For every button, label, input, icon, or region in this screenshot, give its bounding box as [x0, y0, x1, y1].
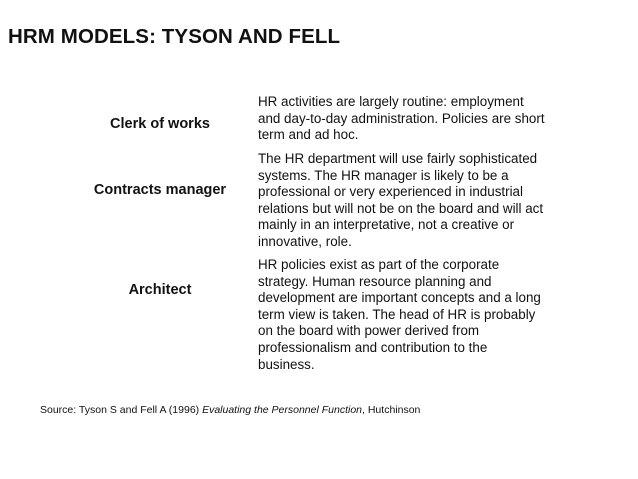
model-description [258, 94, 588, 144]
model-name: Contracts manager [93, 182, 227, 198]
description-line: and day-to-day administration. Policies are short [258, 110, 545, 126]
description-line: The HR department will use fairly sophisticated [258, 151, 538, 166]
source-suffix: , Hutchinson [362, 404, 421, 416]
source-prefix: Source: Tyson S and Fell A (1996) [40, 404, 203, 416]
model-description [258, 151, 588, 251]
model-name: Clerk of works [110, 116, 210, 132]
description-line: professional or very experienced in industrial [258, 184, 523, 200]
slide-title: HRM MODELS: TYSON AND FELL [8, 25, 341, 48]
description-line: term and ad hoc. [258, 127, 359, 143]
model-name: Architect [128, 282, 192, 298]
description-line: on the board with power derived from [258, 323, 480, 339]
description-line: professionalism and contribution to the [258, 339, 488, 355]
description-line: innovative, role. [258, 233, 352, 249]
description-line: systems. The HR manager is likely to be a [258, 167, 509, 183]
description-line: development are important concepts and a long [258, 290, 541, 306]
description-line: relations but will not be on the board and will act [258, 200, 544, 216]
description-line: mainly in an interpretative, not a creative or [258, 217, 515, 233]
description-line: HR activities are largely routine: employment [258, 94, 524, 109]
description-line: strategy. Human resource planning and [258, 273, 492, 289]
source-book-title: Evaluating the Personnel Function [202, 404, 363, 416]
description-line: HR policies exist as part of the corporate [258, 257, 500, 272]
description-line: business. [258, 356, 315, 372]
model-description [258, 257, 588, 373]
source-citation [40, 404, 420, 416]
description-line: term view is taken. The head of HR is probably [258, 306, 536, 322]
